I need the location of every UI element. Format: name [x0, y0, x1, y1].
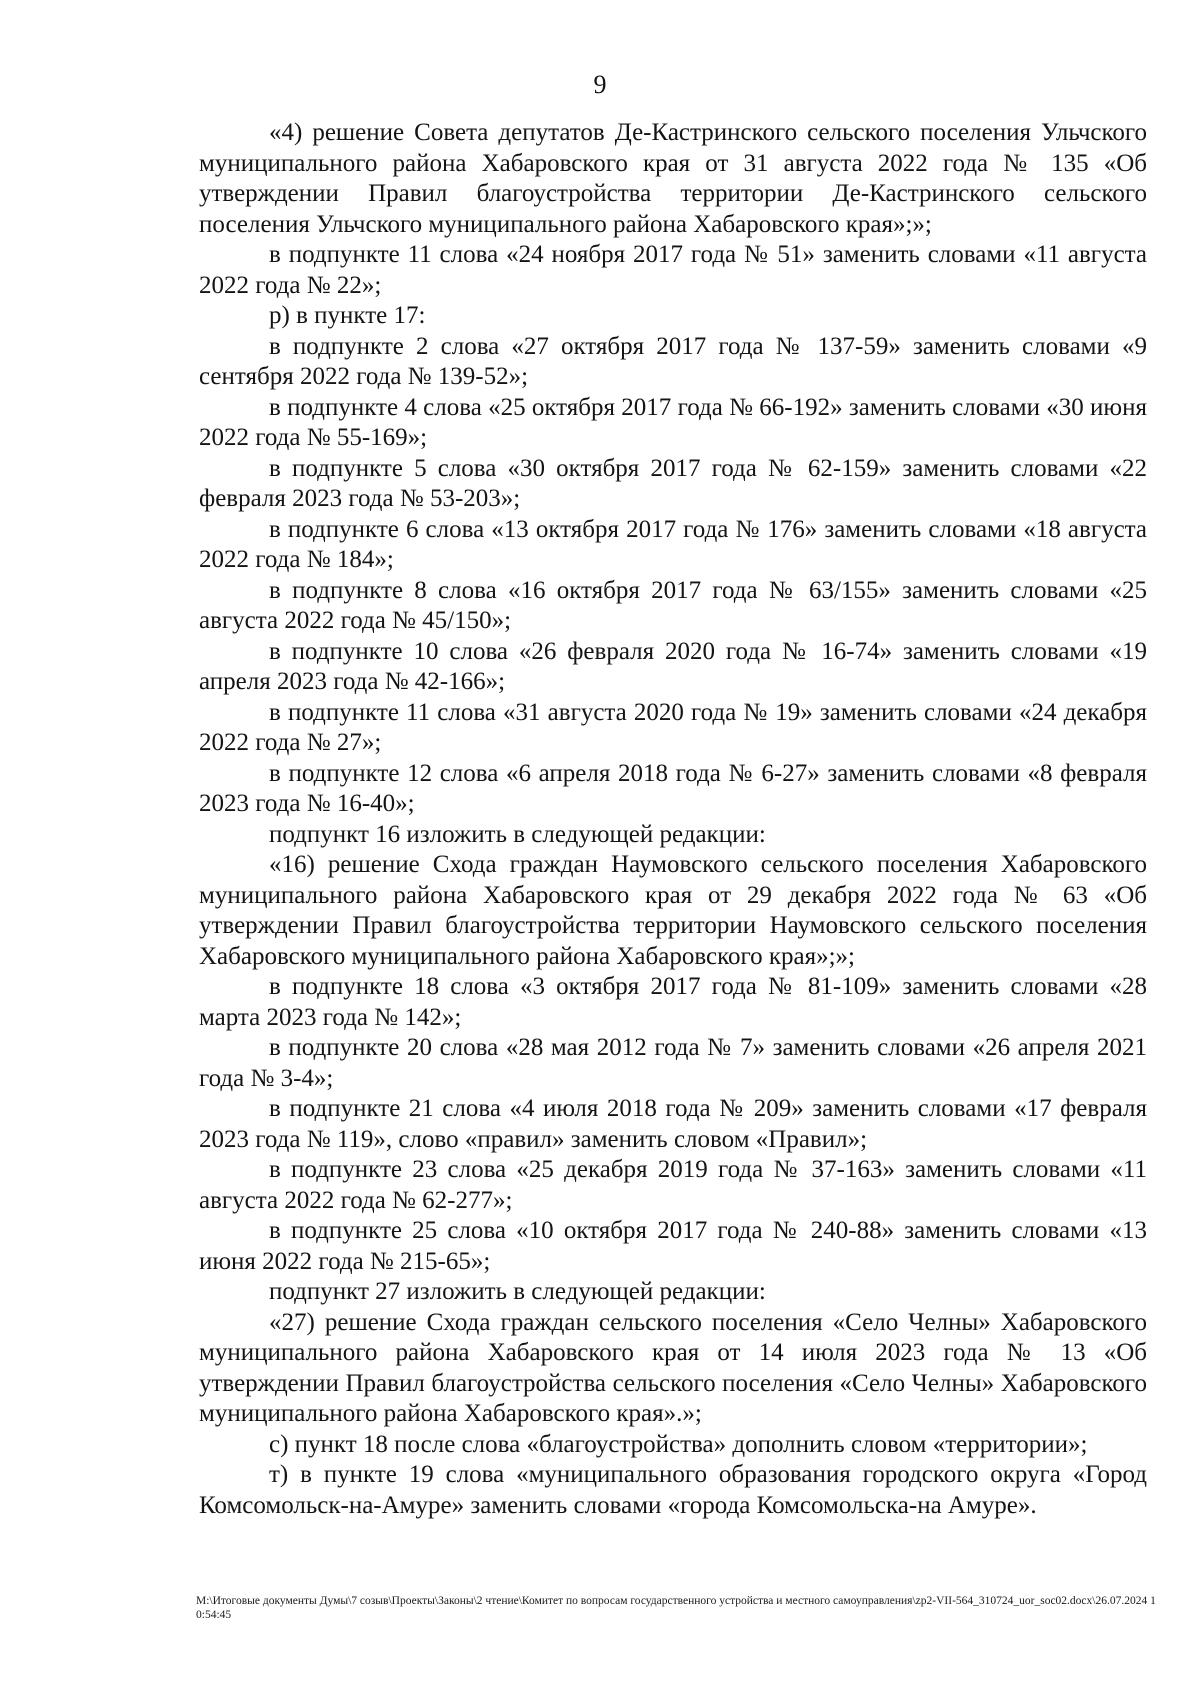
paragraph: с) пункт 18 после слова «благоустройства» дополнить словом «территории»;	[269, 1430, 1088, 1458]
paragraph: подпункт 16 изложить в следующей редакции:	[269, 820, 766, 848]
paragraph: «27) решение Схода граждан сельского поселения «Село Челны» Хабаровского муниципального района Хабаровского края от 14 июля 2023 года № 13 «Об утверждении Правил благоустройства сельского поселения «Село Челны» Хабаровского муниципального района Хабаровского края».»;	[199, 1308, 1147, 1427]
paragraph: в подпункте 11 слова «31 августа 2020 года № 19» заменить словами «24 декабря 2022 года № 27»;	[199, 698, 1147, 756]
paragraph: «16) решение Схода граждан Наумовского сельского поселения Хабаровского муниципального района Хабаровского края от 29 декабря 2022 года № 63 «Об утверждении Правил благоустройства территории Наумовского сельского поселения Хабаровского муниципального района Хабаровского края»;»;	[199, 851, 1147, 970]
paragraph: в подпункте 10 слова «26 февраля 2020 года № 16-74» заменить словами «19 апреля 2023 года № 42-166»;	[199, 637, 1147, 695]
paragraph: «4) решение Совета депутатов Де-Кастринского сельского поселения Ульчского муниципального района Хабаровского края от 31 августа 2022 года № 135 «Об утверждении Правил благоустройства территории Де-Кастринского сельского поселения Ульчского муниципального района Хабаровского края»;»;	[199, 119, 1147, 238]
page-number: 9	[593, 70, 607, 99]
paragraph: в подпункте 12 слова «6 апреля 2018 года № 6-27» заменить словами «8 февраля 2023 года № 16-40»;	[199, 759, 1147, 817]
paragraph: в подпункте 5 слова «30 октября 2017 года № 62-159» заменить словами «22 февраля 2023 года № 53-203»;	[199, 454, 1147, 512]
document-body	[199, 118, 1147, 1521]
paragraph: в подпункте 20 слова «28 мая 2012 года № 7» заменить словами «26 апреля 2021 года № 3-4»;	[199, 1034, 1147, 1092]
paragraph: т) в пункте 19 слова «муниципального образования городского округа «Город Комсомольск-на-Амуре» заменить словами «города Комсомольска-на Амуре».	[199, 1461, 1147, 1519]
paragraph: в подпункте 6 слова «13 октября 2017 года № 176» заменить словами «18 августа 2022 года № 184»;	[199, 515, 1147, 573]
paragraph: в подпункте 25 слова «10 октября 2017 года № 240-88» заменить словами «13 июня 2022 года № 215-65»;	[199, 1217, 1147, 1275]
footer-file-path: М:\Итоговые документы Думы\7 созыв\Проекты\Законы\2 чтение\Комитет по вопросам государственного устройства и местного самоуправления\zp2-VII-564_310724_uor_soc02.docx\26.07.2024 10:54:45	[196, 1595, 1156, 1621]
paragraph: в подпункте 21 слова «4 июля 2018 года № 209» заменить словами «17 февраля 2023 года № 119», слово «правил» заменить словом «Правил»;	[199, 1095, 1147, 1153]
paragraph: в подпункте 2 слова «27 октября 2017 года № 137-59» заменить словами «9 сентября 2022 года № 139-52»;	[199, 332, 1147, 390]
paragraph: в подпункте 11 слова «24 ноября 2017 года № 51» заменить словами «11 августа 2022 года № 22»;	[199, 241, 1147, 299]
paragraph: р) в пункте 17:	[269, 302, 426, 329]
paragraph: в подпункте 18 слова «3 октября 2017 года № 81-109» заменить словами «28 марта 2023 года № 142»;	[199, 973, 1147, 1031]
paragraph: в подпункте 23 слова «25 декабря 2019 года № 37-163» заменить словами «11 августа 2022 года № 62-277»;	[199, 1156, 1147, 1214]
paragraph: в подпункте 8 слова «16 октября 2017 года № 63/155» заменить словами «25 августа 2022 года № 45/150»;	[199, 576, 1147, 634]
paragraph: в подпункте 4 слова «25 октября 2017 года № 66-192» заменить словами «30 июня 2022 года № 55-169»;	[199, 393, 1147, 451]
paragraph: подпункт 27 изложить в следующей редакции:	[269, 1278, 766, 1305]
